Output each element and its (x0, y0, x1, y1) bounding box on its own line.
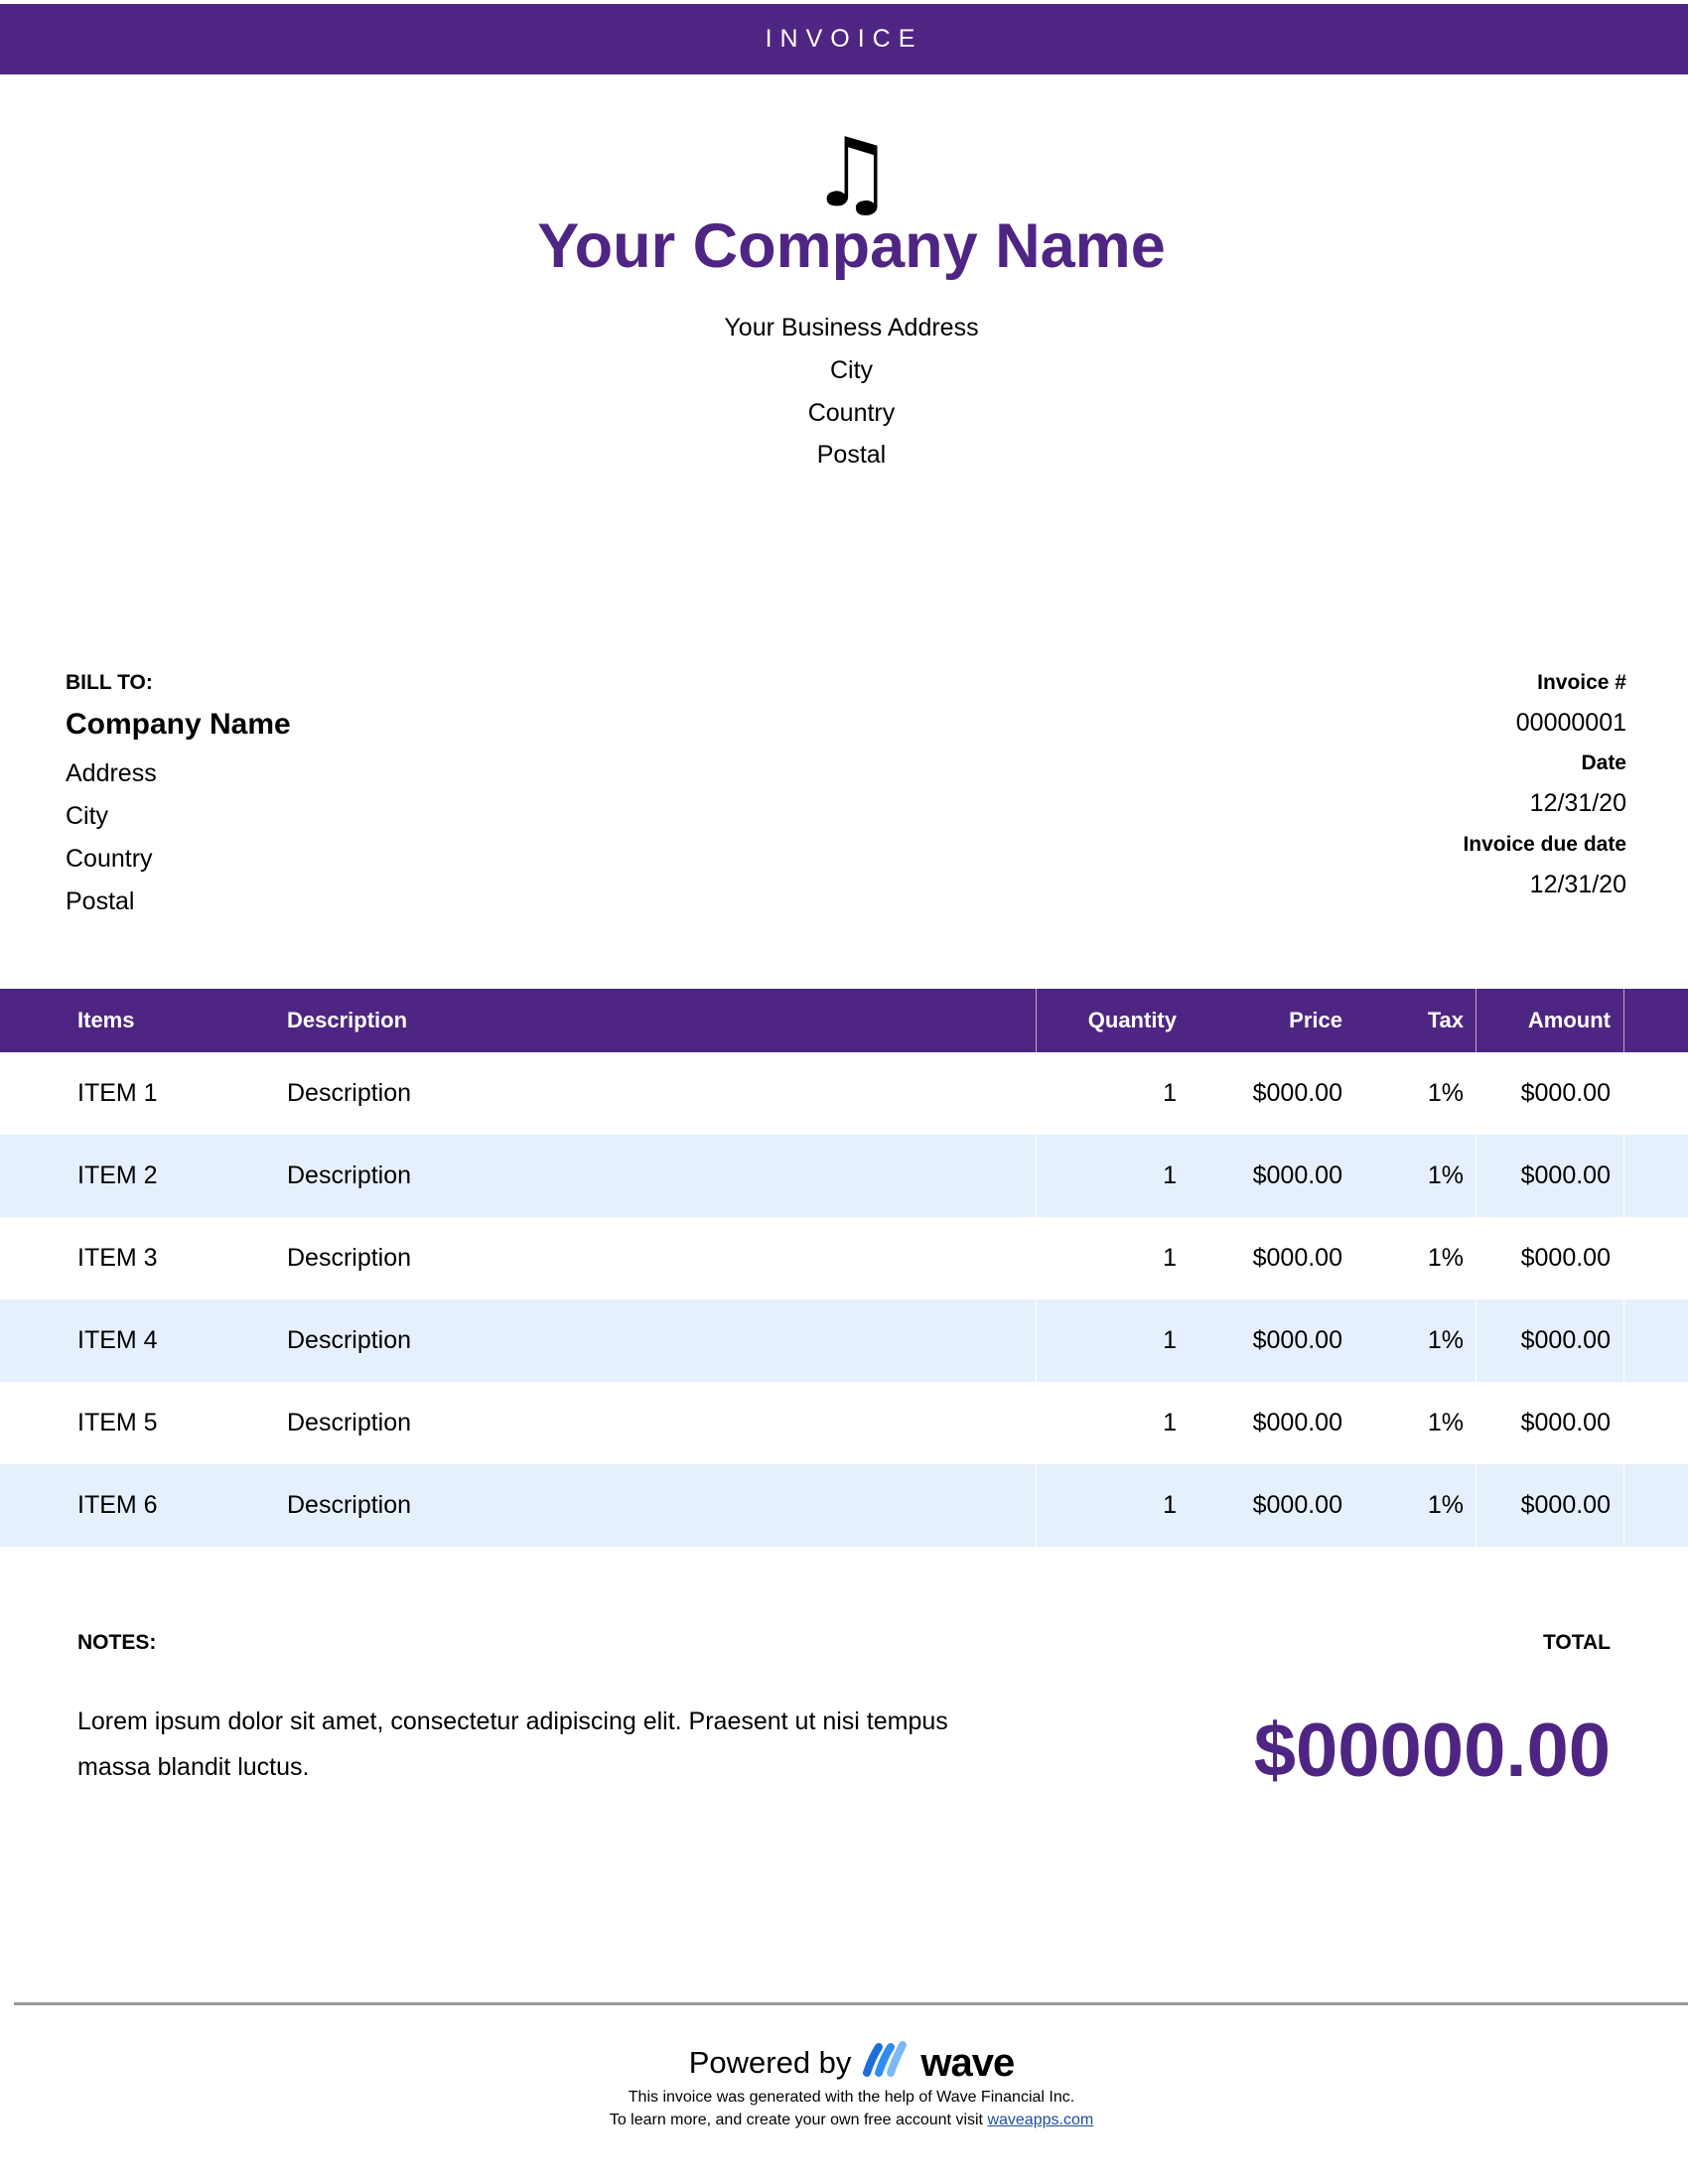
row-item: ITEM 4 (77, 1326, 158, 1354)
header-quantity: Quantity (1087, 1008, 1177, 1032)
row-amount: $000.00 (1520, 1409, 1611, 1436)
row-description: Description (287, 1409, 412, 1436)
total-amount: $00000.00 (1253, 1708, 1611, 1793)
invoice-number: 00000001 (1515, 709, 1626, 737)
row-quantity: 1 (1163, 1161, 1177, 1189)
music-note-icon: ♫ (809, 117, 896, 228)
invoice-date: 12/31/20 (1529, 789, 1626, 817)
bill-to-label: BILL TO: (66, 671, 153, 694)
row-quantity: 1 (1163, 1326, 1177, 1354)
row-price: $000.00 (1252, 1491, 1342, 1519)
row-price: $000.00 (1252, 1409, 1342, 1436)
row-description: Description (287, 1326, 412, 1354)
invoice-date-label: Date (1581, 751, 1626, 774)
row-description: Description (287, 1491, 412, 1519)
row-amount: $000.00 (1520, 1161, 1611, 1189)
row-description: Description (287, 1079, 412, 1107)
invoice-due-date: 12/31/20 (1529, 871, 1626, 898)
company-name: Your Company Name (537, 211, 1166, 281)
row-tax: 1% (1427, 1409, 1464, 1436)
row-tax: 1% (1427, 1326, 1464, 1354)
invoice-number-label: Invoice # (1537, 671, 1626, 694)
invoice-title: INVOICE (765, 25, 923, 53)
invoice-due-date-label: Invoice due date (1463, 833, 1626, 856)
row-tax: 1% (1427, 1491, 1464, 1519)
row-price: $000.00 (1252, 1079, 1342, 1107)
row-quantity: 1 (1163, 1079, 1177, 1107)
row-amount: $000.00 (1520, 1326, 1611, 1354)
row-amount: $000.00 (1520, 1079, 1611, 1107)
table-row (0, 1299, 1688, 1382)
table-row (0, 1217, 1688, 1299)
total-label: TOTAL (1542, 1631, 1611, 1654)
row-quantity: 1 (1163, 1244, 1177, 1272)
business-address: Your Business Address (724, 314, 979, 341)
bill-to-address: Address (66, 759, 157, 787)
row-price: $000.00 (1252, 1326, 1342, 1354)
header-price: Price (1289, 1008, 1342, 1032)
row-amount: $000.00 (1520, 1491, 1611, 1519)
table-row (0, 1464, 1688, 1547)
wave-logo-icon (863, 2039, 909, 2087)
row-description: Description (287, 1161, 412, 1189)
header-tax: Tax (1427, 1008, 1464, 1032)
bill-to-postal: Postal (66, 887, 135, 915)
business-postal: Postal (816, 441, 887, 469)
table-row (0, 1382, 1688, 1464)
notes-label: NOTES: (77, 1631, 157, 1654)
row-quantity: 1 (1163, 1491, 1177, 1519)
row-description: Description (287, 1244, 412, 1272)
business-country: Country (807, 399, 896, 427)
footer-line-2 (0, 2112, 1688, 2129)
wave-brand-name: wave (920, 2040, 1015, 2085)
row-tax: 1% (1427, 1244, 1464, 1272)
footer-divider (14, 2002, 1688, 2005)
row-price: $000.00 (1252, 1244, 1342, 1272)
footer-line-1: This invoice was generated with the help of Wave Financial Inc. (628, 2089, 1075, 2106)
waveapps-link[interactable]: waveapps.com (987, 2112, 1094, 2128)
footer-line-2-text: To learn more, and create your own free account visit (609, 2112, 983, 2128)
header-amount: Amount (1527, 1008, 1611, 1032)
table-row (0, 1135, 1688, 1217)
header-items: Items (77, 1008, 135, 1032)
header-description: Description (287, 1008, 408, 1032)
table-row (0, 1052, 1688, 1135)
row-item: ITEM 5 (77, 1409, 158, 1436)
bill-to-city: City (66, 802, 109, 830)
items-table-header (0, 989, 1688, 1052)
invoice-header-bar (0, 4, 1688, 74)
row-tax: 1% (1427, 1161, 1464, 1189)
powered-by-text: Powered by (688, 2045, 852, 2080)
bill-to-company-name: Company Name (66, 708, 291, 741)
row-item: ITEM 6 (77, 1491, 158, 1519)
row-item: ITEM 1 (77, 1079, 158, 1107)
row-quantity: 1 (1163, 1409, 1177, 1436)
bill-to-country: Country (66, 845, 153, 873)
notes-text: Lorem ipsum dolor sit amet, consectetur adipiscing elit. Praesent ut nisi tempus massa blandit luctus. (77, 1707, 948, 1781)
row-price: $000.00 (1252, 1161, 1342, 1189)
row-item: ITEM 2 (77, 1161, 158, 1189)
row-amount: $000.00 (1520, 1244, 1611, 1272)
powered-by-wave (0, 2039, 1688, 2087)
business-city: City (829, 356, 874, 384)
row-item: ITEM 3 (77, 1244, 158, 1272)
row-tax: 1% (1427, 1079, 1464, 1107)
